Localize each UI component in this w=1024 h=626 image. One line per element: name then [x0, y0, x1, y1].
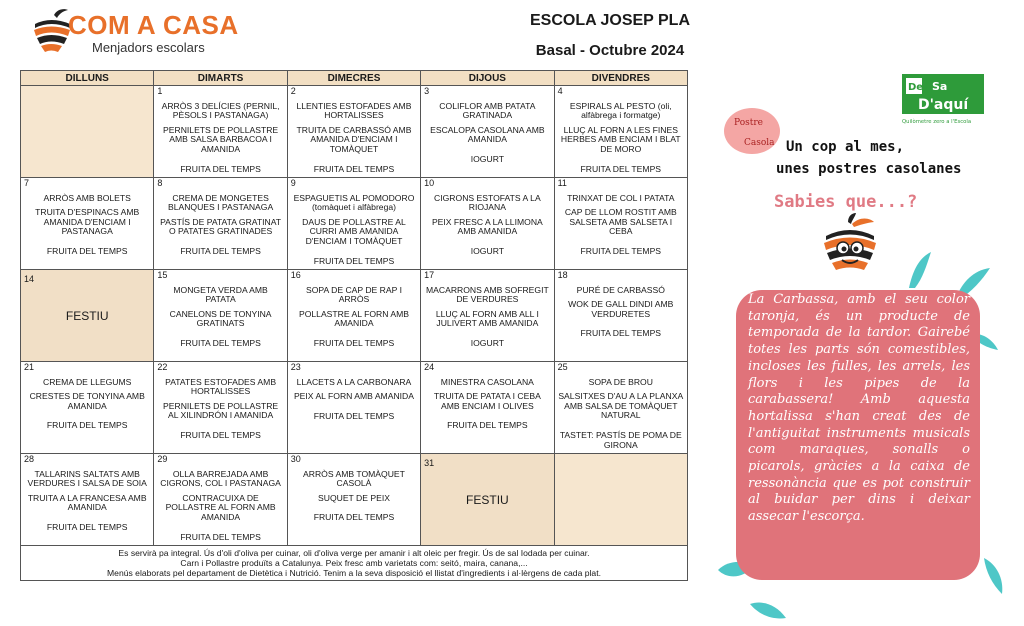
dish-name: LLENTIES ESTOFADES AMB HORTALISSES — [296, 100, 412, 121]
dish-name: IOGURT — [470, 337, 504, 348]
dish-name: FRUITA DEL TEMPS — [46, 521, 128, 532]
holiday-label: FESTIU — [466, 493, 509, 507]
day-header: DIVENDRES — [554, 71, 687, 86]
day-number: 2 — [290, 86, 296, 96]
dish-name: FRUITA DEL TEMPS — [580, 245, 662, 256]
day-number: 23 — [290, 362, 301, 372]
day-number: 1 — [157, 86, 163, 96]
menu-table — [20, 70, 688, 581]
postre-badge-line: Postre — [734, 118, 763, 128]
logo-tagline: Quilòmetre zero a l'Escola — [902, 119, 972, 125]
day-cell — [154, 270, 287, 362]
tagline-line: unes postres casolanes — [776, 161, 962, 177]
dish-name: PATATES ESTOFADES AMB HORTALISSES — [165, 376, 277, 397]
day-cell — [421, 86, 554, 178]
day-number: 24 — [424, 362, 435, 372]
day-cell — [554, 270, 687, 362]
day-cell — [287, 86, 420, 178]
dish-name: PURÉ DE CARBASSÓ — [576, 284, 665, 295]
dish-name: CAP DE LLOM ROSTIT AMB SALSETA AMB SALSETA I CEBA — [564, 207, 677, 237]
day-number: 4 — [557, 86, 563, 96]
day-number: 15 — [157, 270, 168, 280]
day-header: DIJOUS — [421, 71, 554, 86]
dish-name: FRUITA DEL TEMPS — [313, 163, 395, 174]
day-header: DILLUNS — [21, 71, 154, 86]
day-number: 17 — [424, 270, 435, 280]
dish-name: FRUITA DEL TEMPS — [180, 337, 261, 348]
orange-mascot-icon — [818, 212, 882, 284]
day-header: DIMARTS — [154, 71, 287, 86]
dish-name: FRUITA DEL TEMPS — [313, 512, 395, 523]
dish-name: PERNILETS DE POLLASTRE AL XILINDRÓN I AMANIDA — [163, 400, 279, 421]
dish-name: OLLA BARREJADA AMB CIGRONS, COL I PASTANAGA — [160, 468, 281, 489]
logo-text-sa: Sa — [932, 80, 948, 93]
footer-line: Menús elaborats pel departament de Dietètica i Nutrició. Tenim a la seva disposició el llistat d'ingredients i al·lèrgens de cada plat. — [107, 568, 601, 578]
footer-row — [21, 546, 688, 581]
dish-name: CREMA DE LLEGUMS — [43, 376, 132, 387]
dish-name: LLACETS A LA CARBONARA — [296, 376, 412, 387]
teal-splash-icon — [905, 250, 935, 290]
day-number: 14 — [24, 274, 35, 284]
de-sa-daqui-logo-icon — [900, 70, 986, 126]
dish-name: TRUITA DE PATATA I CEBA AMB ENCIAM I OLIVES — [433, 391, 541, 411]
dish-name: CANELONS DE TONYINA GRATINATS — [169, 308, 272, 329]
dish-name: TASTET: PASTÍS DE POMA DE GIRONA — [559, 429, 682, 450]
dish-name: MONGETA VERDA AMB PATATA — [173, 284, 268, 305]
dish-name: TRUITA DE CARBASSÓ AMB AMANIDA D'ENCIAM I TOMÀQUET — [296, 124, 412, 154]
dish-name: CREMA DE MONGETES BLANQUES I PASTANAGA — [167, 192, 274, 213]
dish-name: ESPAGUETIS AL POMODORO (tomàquet i alfàbrega) — [293, 192, 415, 213]
week-row — [21, 86, 688, 178]
day-cell — [21, 178, 154, 270]
dish-name: FRUITA DEL TEMPS — [46, 245, 128, 256]
day-number: 11 — [557, 178, 567, 188]
teal-splash-icon — [748, 596, 788, 624]
dish-name: FRUITA DEL TEMPS — [447, 420, 528, 431]
menu-body — [21, 86, 688, 546]
footer-line: Es servirà pa integral. Ús d'oli d'oliva per cuinar, oli d'oliva verge per amanir i alt oleic per fregir. Ús de sal Iodada per cuinar. — [118, 548, 590, 558]
menu-period: Basal - Octubre 2024 — [535, 42, 685, 59]
dish-name: FRUITA DEL TEMPS — [580, 328, 662, 339]
day-cell — [421, 270, 554, 362]
dish-name: PEIX AL FORN AMB AMANIDA — [293, 391, 414, 402]
dish-name: PEIX FRESC A LA LLIMONA AMB AMANIDA — [431, 216, 543, 237]
day-number: 29 — [157, 454, 168, 464]
day-cell — [154, 86, 287, 178]
day-number: 21 — [24, 362, 35, 372]
footer-line: Carn i Pollastre produïts a Catalunya. Peix fresc amb varietats com: seitó, maira, canana,... — [180, 558, 528, 568]
day-cell — [154, 362, 287, 454]
days-header-row — [21, 71, 688, 86]
dish-name: IOGURT — [470, 153, 504, 164]
dish-name: PASTÍS DE PATATA GRATINAT O PATATES GRATINADES — [160, 216, 282, 237]
day-number: 9 — [290, 178, 296, 188]
day-cell — [421, 362, 554, 454]
fact-text: La Carbassa, amb el seu color taronja, és un producte de temporada de la tardor. Gairebé totes les parts són comestibles, incloses les fulles, les arrels, les flors i les pipes de la carabassera! Amb aquesta hortalissa s'han creat des de l'antiguitat instruments musicals com maraques, sonalls o picarols, gràcies a la caixa de ressonància que es pot construir al buidar per dins i deixar assecar l'escorça. — [748, 292, 970, 525]
day-cell — [287, 178, 420, 270]
day-number: 25 — [557, 362, 568, 372]
dish-name: SALSITXES D'AU A LA PLANXA AMB SALSA DE TOMÀQUET NATURAL — [558, 391, 684, 421]
dish-name: POLLASTRE AL FORN AMB AMANIDA — [298, 308, 409, 329]
dish-name: FRUITA DEL TEMPS — [46, 420, 128, 431]
logo-text-daqui: D'aquí — [918, 97, 969, 113]
day-number: 7 — [24, 178, 30, 188]
day-cell — [554, 86, 687, 178]
dish-name: CIGRONS ESTOFATS A LA RIOJANA — [434, 192, 541, 213]
week-row — [21, 270, 688, 362]
holiday-label: FESTIU — [65, 309, 109, 323]
dish-name: FRUITA DEL TEMPS — [313, 337, 395, 348]
dish-name: FRUITA DEL TEMPS — [313, 410, 395, 421]
day-cell — [154, 178, 287, 270]
day-cell — [287, 454, 420, 546]
dish-name: CONTRACUIXA DE POLLASTRE AL FORN AMB AMANIDA — [165, 492, 276, 522]
dish-name: FRUITA DEL TEMPS — [180, 531, 261, 542]
day-cell — [554, 362, 687, 454]
day-number: 3 — [424, 86, 430, 96]
dish-name: TALLARINS SALTATS AMB VERDURES I SALSA DE SOIA — [27, 468, 147, 489]
dish-name: SOPA DE BROU — [588, 376, 653, 387]
day-cell — [287, 362, 420, 454]
week-row — [21, 362, 688, 454]
logo-text-de: De — [908, 82, 924, 93]
dish-name: LLUÇ AL FORN A LES FINES HERBES AMB ENCIAM I BLAT DE MORO — [560, 124, 681, 154]
day-cell — [21, 86, 154, 178]
dish-name: ARRÒS AMB TOMÀQUET CASOLÀ — [303, 468, 405, 489]
day-cell — [421, 454, 554, 546]
dish-name: FRUITA DEL TEMPS — [580, 163, 662, 174]
dish-name: PERNILETS DE POLLASTRE AMB SALSA BARBACOA I AMANIDA — [163, 124, 279, 154]
footer-notes — [21, 546, 688, 581]
dish-name: CRESTES DE TONYINA AMB AMANIDA — [29, 391, 145, 411]
dish-name: FRUITA DEL TEMPS — [180, 429, 261, 440]
dish-name: SOPA DE CAP DE RAP I ARRÒS — [305, 284, 402, 305]
dish-name: COLIFLOR AMB PATATA GRATINADA — [439, 100, 536, 121]
postre-badge-line: Casola — [744, 138, 775, 148]
brand-name: COM A CASA — [68, 10, 239, 40]
dish-name: IOGURT — [470, 245, 504, 256]
dish-name: ARRÒS AMB BOLETS — [43, 192, 131, 203]
day-cell — [21, 270, 154, 362]
dish-name: SUQUET DE PEIX — [318, 492, 390, 503]
dish-name: FRUITA DEL TEMPS — [313, 255, 395, 266]
day-cell — [554, 178, 687, 270]
dish-name: LLUÇ AL FORN AMB ALL I JULIVERT AMB AMANIDA — [435, 308, 539, 329]
dish-name: ARRÒS 3 DELÍCIES (PERNIL, PÈSOLS I PASTANAGA) — [161, 100, 280, 121]
teal-splash-icon — [978, 556, 1006, 596]
day-cell — [421, 178, 554, 270]
brand-subtitle: Menjadors escolars — [92, 40, 205, 55]
dish-name: TRINXAT DE COL I PATATA — [567, 192, 675, 203]
day-number: 16 — [290, 270, 301, 280]
day-number: 22 — [157, 362, 168, 372]
week-row — [21, 454, 688, 546]
dish-name: MINESTRA CASOLANA — [440, 376, 534, 387]
school-name: ESCOLA JOSEP PLA — [529, 12, 691, 29]
dish-name: FRUITA DEL TEMPS — [180, 245, 261, 256]
dish-name: TRUITA D'ESPINACS AMB AMANIDA D'ENCIAM I PASTANAGA — [35, 207, 140, 237]
tagline-line: Un cop al mes, — [786, 139, 905, 155]
dish-name: FRUITA DEL TEMPS — [180, 163, 261, 174]
day-number: 10 — [424, 178, 435, 188]
dish-name: MACARRONS AMB SOFREGIT DE VERDURES — [426, 284, 549, 305]
day-header: DIMECRES — [287, 71, 420, 86]
day-cell — [21, 454, 154, 546]
day-number: 18 — [557, 270, 568, 280]
dish-name: TRUITA A LA FRANCESA AMB AMANIDA — [27, 492, 147, 513]
day-cell — [21, 362, 154, 454]
dish-name: ESPIRALS AL PESTO (oli, alfàbrega i formatge) — [569, 100, 672, 121]
day-cell — [554, 454, 687, 546]
dish-name: DAUS DE POLLASTRE AL CURRI AMB AMANIDA D'ENCIAM I TOMÀQUET — [302, 216, 406, 246]
week-row — [21, 178, 688, 270]
day-cell — [154, 454, 287, 546]
dish-name: ESCALOPA CASOLANA AMB AMANIDA — [430, 124, 545, 145]
day-number: 30 — [290, 454, 301, 464]
day-number: 31 — [424, 458, 435, 468]
day-number: 28 — [24, 454, 35, 464]
sabies-que-heading: Sabies que...? — [774, 192, 918, 212]
dish-name: WOK DE GALL DINDI AMB VERDURETES — [568, 299, 674, 319]
day-number: 8 — [157, 178, 163, 188]
day-cell — [287, 270, 420, 362]
